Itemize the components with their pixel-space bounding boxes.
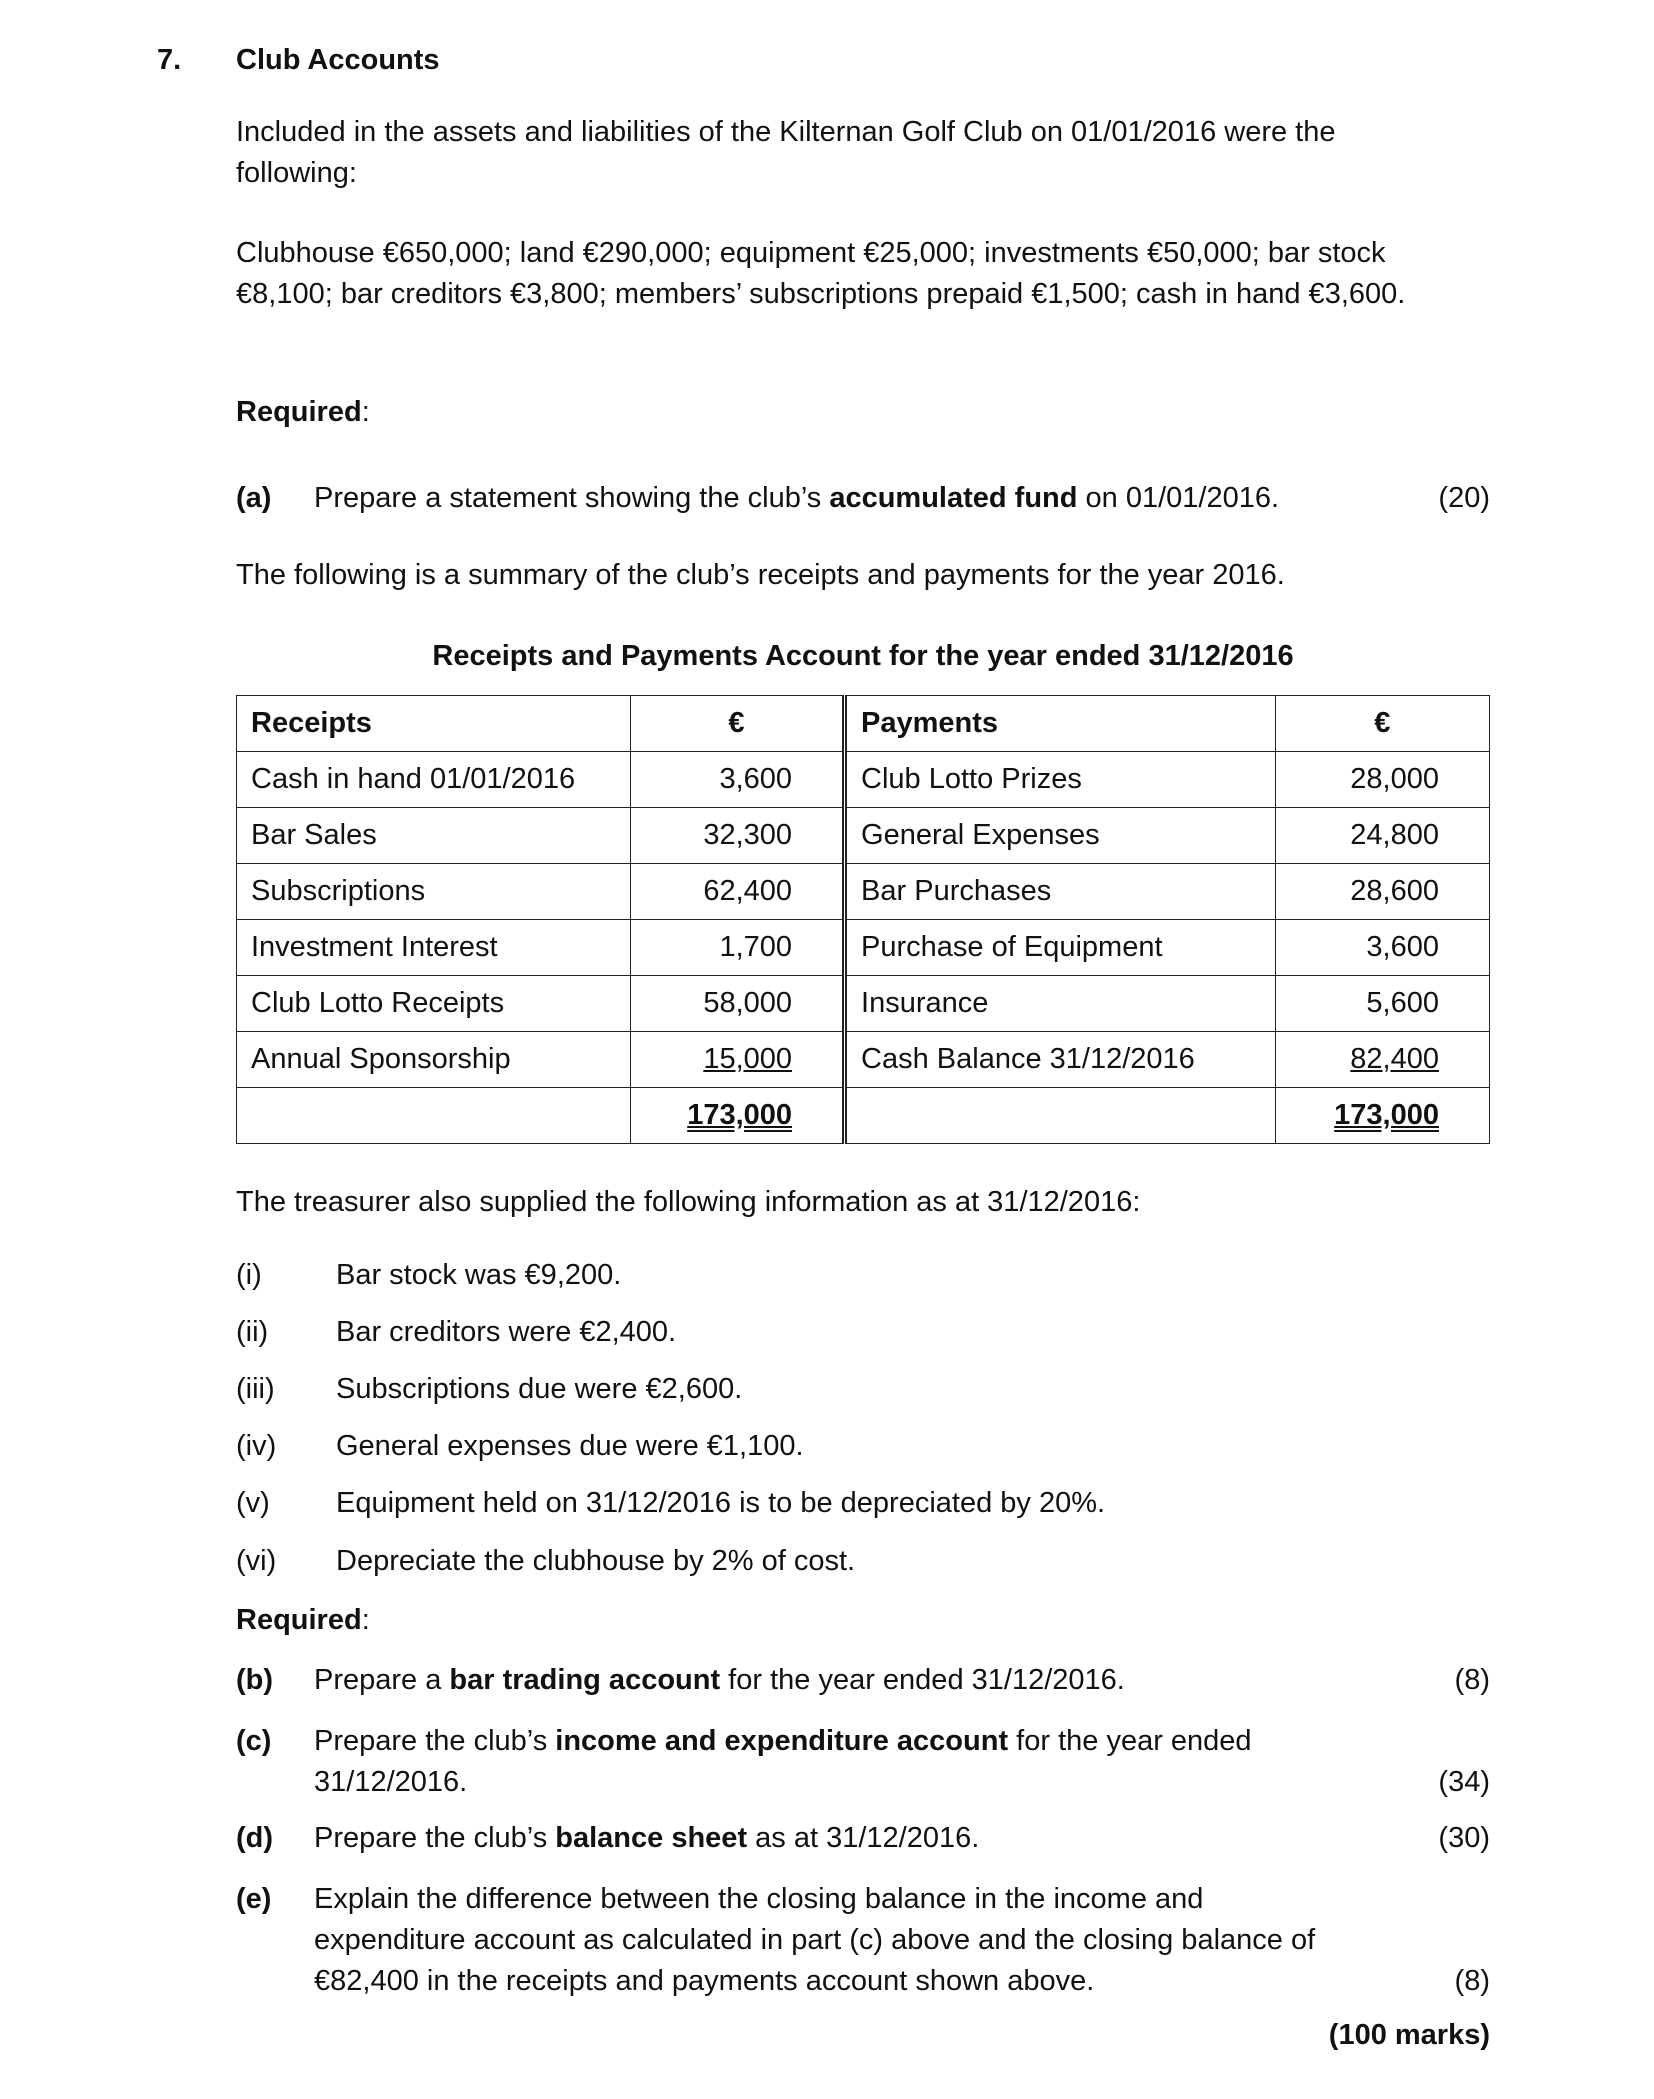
receipts-total: 173,000: [630, 1088, 844, 1144]
receipt-label: Subscriptions: [237, 864, 631, 920]
table-row: [237, 864, 1490, 920]
part-c-marks: (34): [1438, 1766, 1490, 1798]
receipt-amount: 3,600: [630, 752, 844, 808]
receipt-label: Club Lotto Receipts: [237, 976, 631, 1032]
question-title: Club Accounts: [236, 44, 440, 76]
part-e: [236, 1879, 1490, 2002]
table-row: [237, 808, 1490, 864]
payment-label: Bar Purchases: [845, 864, 1276, 920]
payment-label: Club Lotto Prizes: [845, 752, 1276, 808]
item-numeral: (v): [236, 1487, 270, 1519]
receipt-label: Bar Sales: [237, 808, 631, 864]
item-numeral: (iii): [236, 1373, 275, 1405]
part-b-label: (b): [236, 1664, 274, 1696]
required-heading-2: Required:: [236, 1604, 370, 1636]
item-text: General expenses due were €1,100.: [336, 1430, 804, 1462]
part-a-marks: (20): [1438, 482, 1490, 514]
part-a: [236, 478, 1490, 519]
part-e-text: Explain the difference between the closing balance in the income and expenditure account as calculated in part (c) above and the closing balance of €82,400 in the receipts and payments account shown above.: [314, 1883, 1316, 1997]
question-number: 7.: [157, 44, 182, 76]
table-total-row: [237, 1088, 1490, 1144]
item-text: Equipment held on 31/12/2016 is to be depreciated by 20%.: [336, 1487, 1106, 1519]
item-numeral: (i): [236, 1259, 262, 1291]
part-d-label: (d): [236, 1822, 274, 1854]
part-b: [236, 1660, 1490, 1701]
receipt-amount: 62,400: [630, 864, 844, 920]
header-payments: Payments: [845, 696, 1276, 752]
part-b-text: Prepare a bar trading account for the year ended 31/12/2016.: [314, 1664, 1125, 1696]
item-text: Depreciate the clubhouse by 2% of cost.: [336, 1545, 856, 1577]
receipt-amount: 58,000: [630, 976, 844, 1032]
payment-amount: 5,600: [1275, 976, 1489, 1032]
part-a-text: Prepare a statement showing the club’s accumulated fund on 01/01/2016.: [314, 482, 1280, 514]
required-heading-1: Required:: [236, 396, 370, 428]
assets-liabilities-list: Clubhouse €650,000; land €290,000; equipment €25,000; investments €50,000; bar stock €8,100; bar creditors €3,800; members’ subscriptions prepaid €1,500; cash in hand €3,600.: [236, 237, 1406, 310]
payment-amount: 82,400: [1275, 1032, 1489, 1088]
table-row: [237, 752, 1490, 808]
intro-paragraph: Included in the assets and liabilities of the Kilternan Golf Club on 01/01/2016 were the following:: [236, 116, 1336, 189]
empty-cell: [845, 1088, 1276, 1144]
part-e-label: (e): [236, 1883, 272, 1915]
item-numeral: (iv): [236, 1430, 277, 1462]
header-currency-payments: €: [1275, 696, 1489, 752]
part-d-text: Prepare the club’s balance sheet as at 31/12/2016.: [314, 1822, 980, 1854]
payment-amount: 28,000: [1275, 752, 1489, 808]
payment-label: Insurance: [845, 976, 1276, 1032]
summary-sentence: The following is a summary of the club’s receipts and payments for the year 2016.: [236, 559, 1285, 591]
payment-amount: 24,800: [1275, 808, 1489, 864]
payment-amount: 3,600: [1275, 920, 1489, 976]
part-c: [236, 1721, 1490, 1803]
receipt-amount: 32,300: [630, 808, 844, 864]
receipt-label: Investment Interest: [237, 920, 631, 976]
header-receipts: Receipts: [237, 696, 631, 752]
payment-label: Cash Balance 31/12/2016: [845, 1032, 1276, 1088]
table-row: [237, 976, 1490, 1032]
receipt-amount: 1,700: [630, 920, 844, 976]
part-a-label: (a): [236, 482, 272, 514]
part-b-marks: (8): [1454, 1664, 1490, 1696]
part-c-label: (c): [236, 1725, 272, 1757]
table-row: [237, 920, 1490, 976]
table-row: [237, 1032, 1490, 1088]
table-title: Receipts and Payments Account for the year ended 31/12/2016: [432, 640, 1294, 672]
table-header-row: [237, 696, 1490, 752]
item-numeral: (ii): [236, 1316, 269, 1348]
part-e-marks: (8): [1454, 1965, 1490, 1997]
item-text: Subscriptions due were €2,600.: [336, 1373, 743, 1405]
item-text: Bar creditors were €2,400.: [336, 1316, 677, 1348]
receipts-payments-table: [236, 695, 1490, 1144]
part-c-text: Prepare the club’s income and expenditure account for the year ended 31/12/2016.: [314, 1725, 1252, 1798]
item-numeral: (vi): [236, 1545, 277, 1577]
payment-label: General Expenses: [845, 808, 1276, 864]
header-currency-receipts: €: [630, 696, 844, 752]
empty-cell: [237, 1088, 631, 1144]
receipt-label: Annual Sponsorship: [237, 1032, 631, 1088]
payment-amount: 28,600: [1275, 864, 1489, 920]
payment-label: Purchase of Equipment: [845, 920, 1276, 976]
item-text: Bar stock was €9,200.: [336, 1259, 622, 1291]
part-d: [236, 1818, 1490, 1859]
treasurer-intro: The treasurer also supplied the following information as at 31/12/2016:: [236, 1186, 1141, 1218]
payments-total: 173,000: [1275, 1088, 1489, 1144]
receipt-amount: 15,000: [630, 1032, 844, 1088]
total-marks: (100 marks): [1328, 2019, 1490, 2051]
receipt-label: Cash in hand 01/01/2016: [237, 752, 631, 808]
part-d-marks: (30): [1438, 1822, 1490, 1854]
